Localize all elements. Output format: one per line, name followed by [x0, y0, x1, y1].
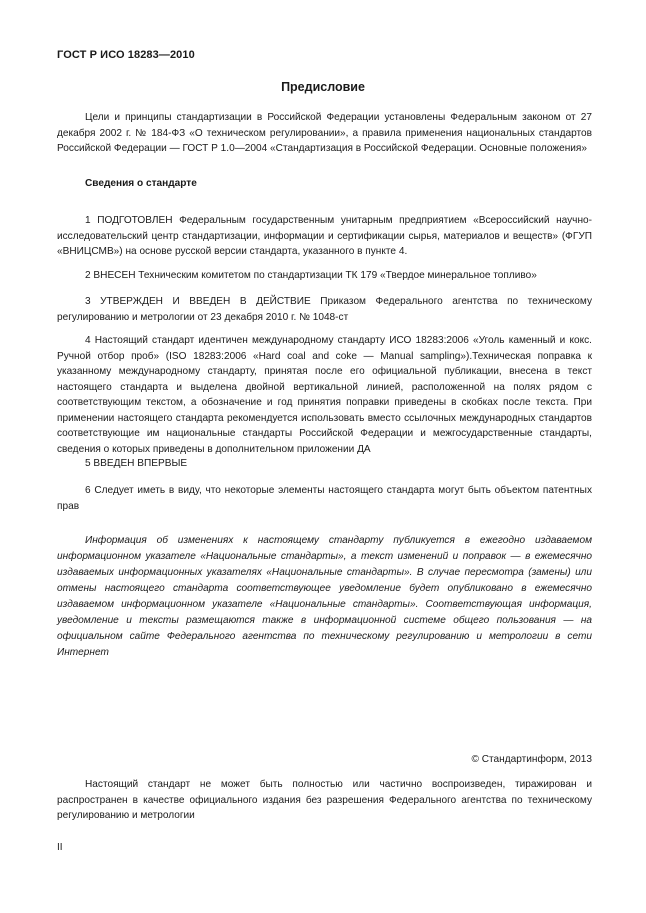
- reproduction-notice: Настоящий стандарт не может быть полностью или частично воспроизведен, тиражирован и распространен в качестве официального издания без разрешения Федерального агентства по техническому регулированию и метрологии: [57, 779, 592, 821]
- item-2-submitted: 2 ВНЕСЕН Техническим комитетом по стандартизации ТК 179 «Твердое минеральное топливо»: [85, 270, 537, 281]
- standard-code-header: ГОСТ Р ИСО 18283—2010: [57, 49, 195, 61]
- intro-paragraph: Цели и принципы стандартизации в Российской Федерации установлены Федеральным законом от 27 декабря 2002 г. № 184-ФЗ «О техническом регулировании», а правила применения национальных стандартов Российской Федерации — ГОСТ Р 1.0—2004 «Стандартизация в Российской Федерации. Основные положения»: [57, 112, 592, 154]
- page-number: II: [57, 842, 63, 853]
- item-6-patent-notice: 6 Следует иметь в виду, что некоторые элементы настоящего стандарта могут быть объектом патентных прав: [57, 485, 592, 512]
- item-4-identity: 4 Настоящий стандарт идентичен международному стандарту ИСО 18283:2006 «Уголь каменный и кокс. Ручной отбор проб» (ISO 18283:2006 «Hard coal and coke — Manual sampling»).Техническая поправка к указанному международному стандарту, принятая после его официальной публикации, внесена в текст настоящего стандарта и выделена двойной вертикальной линией, расположенной на полях рядом с соответствующим текстом, а обозначение и год принятия поправки приведены в скобках после текста. При применении настоящего стандарта рекомендуется использовать вместо ссылочных международных стандартов соответствующие им национальные стандарты Российской Федерации и межгосударственные стандарты, сведения о которых приведены в дополнительном приложении ДА: [57, 335, 592, 455]
- section-heading: Сведения о стандарте: [85, 178, 197, 189]
- copyright-line: © Стандартинформ, 2013: [471, 754, 592, 765]
- item-1-prepared: 1 ПОДГОТОВЛЕН Федеральным государственным унитарным предприятием «Всероссийский научно-исследовательский центр стандартизации, информации и сертификации сырья, материалов и веществ» (ФГУП «ВНИЦСМВ») на основе русской версии стандарта, указанного в пункте 4.: [57, 215, 592, 257]
- item-5-first-introduced: 5 ВВЕДЕН ВПЕРВЫЕ: [85, 458, 188, 469]
- changes-info-notice: Информация об изменениях к настоящему стандарту публикуется в ежегодно издаваемом информационном указателе «Национальные стандарты», а текст изменений и поправок — в ежемесячно издаваемых информационных указателях «Национальные стандарты». В случае пересмотра (замены) или отмены настоящего стандарта соответствующее уведомление будет опубликовано в ежемесячно издаваемом информационном указателе «Национальные стандарты». Соответствующая информация, уведомление и тексты размещаются также в информационной системе общего пользования — на официальном сайте Федерального агентства по техническому регулированию и метрологии в сети Интернет: [57, 535, 592, 658]
- item-3-approved: 3 УТВЕРЖДЕН И ВВЕДЕН В ДЕЙСТВИЕ Приказом Федерального агентства по техническому регулированию и метрологии от 23 декабря 2010 г. № 1048-ст: [57, 296, 592, 323]
- page-title: Предисловие: [281, 80, 365, 94]
